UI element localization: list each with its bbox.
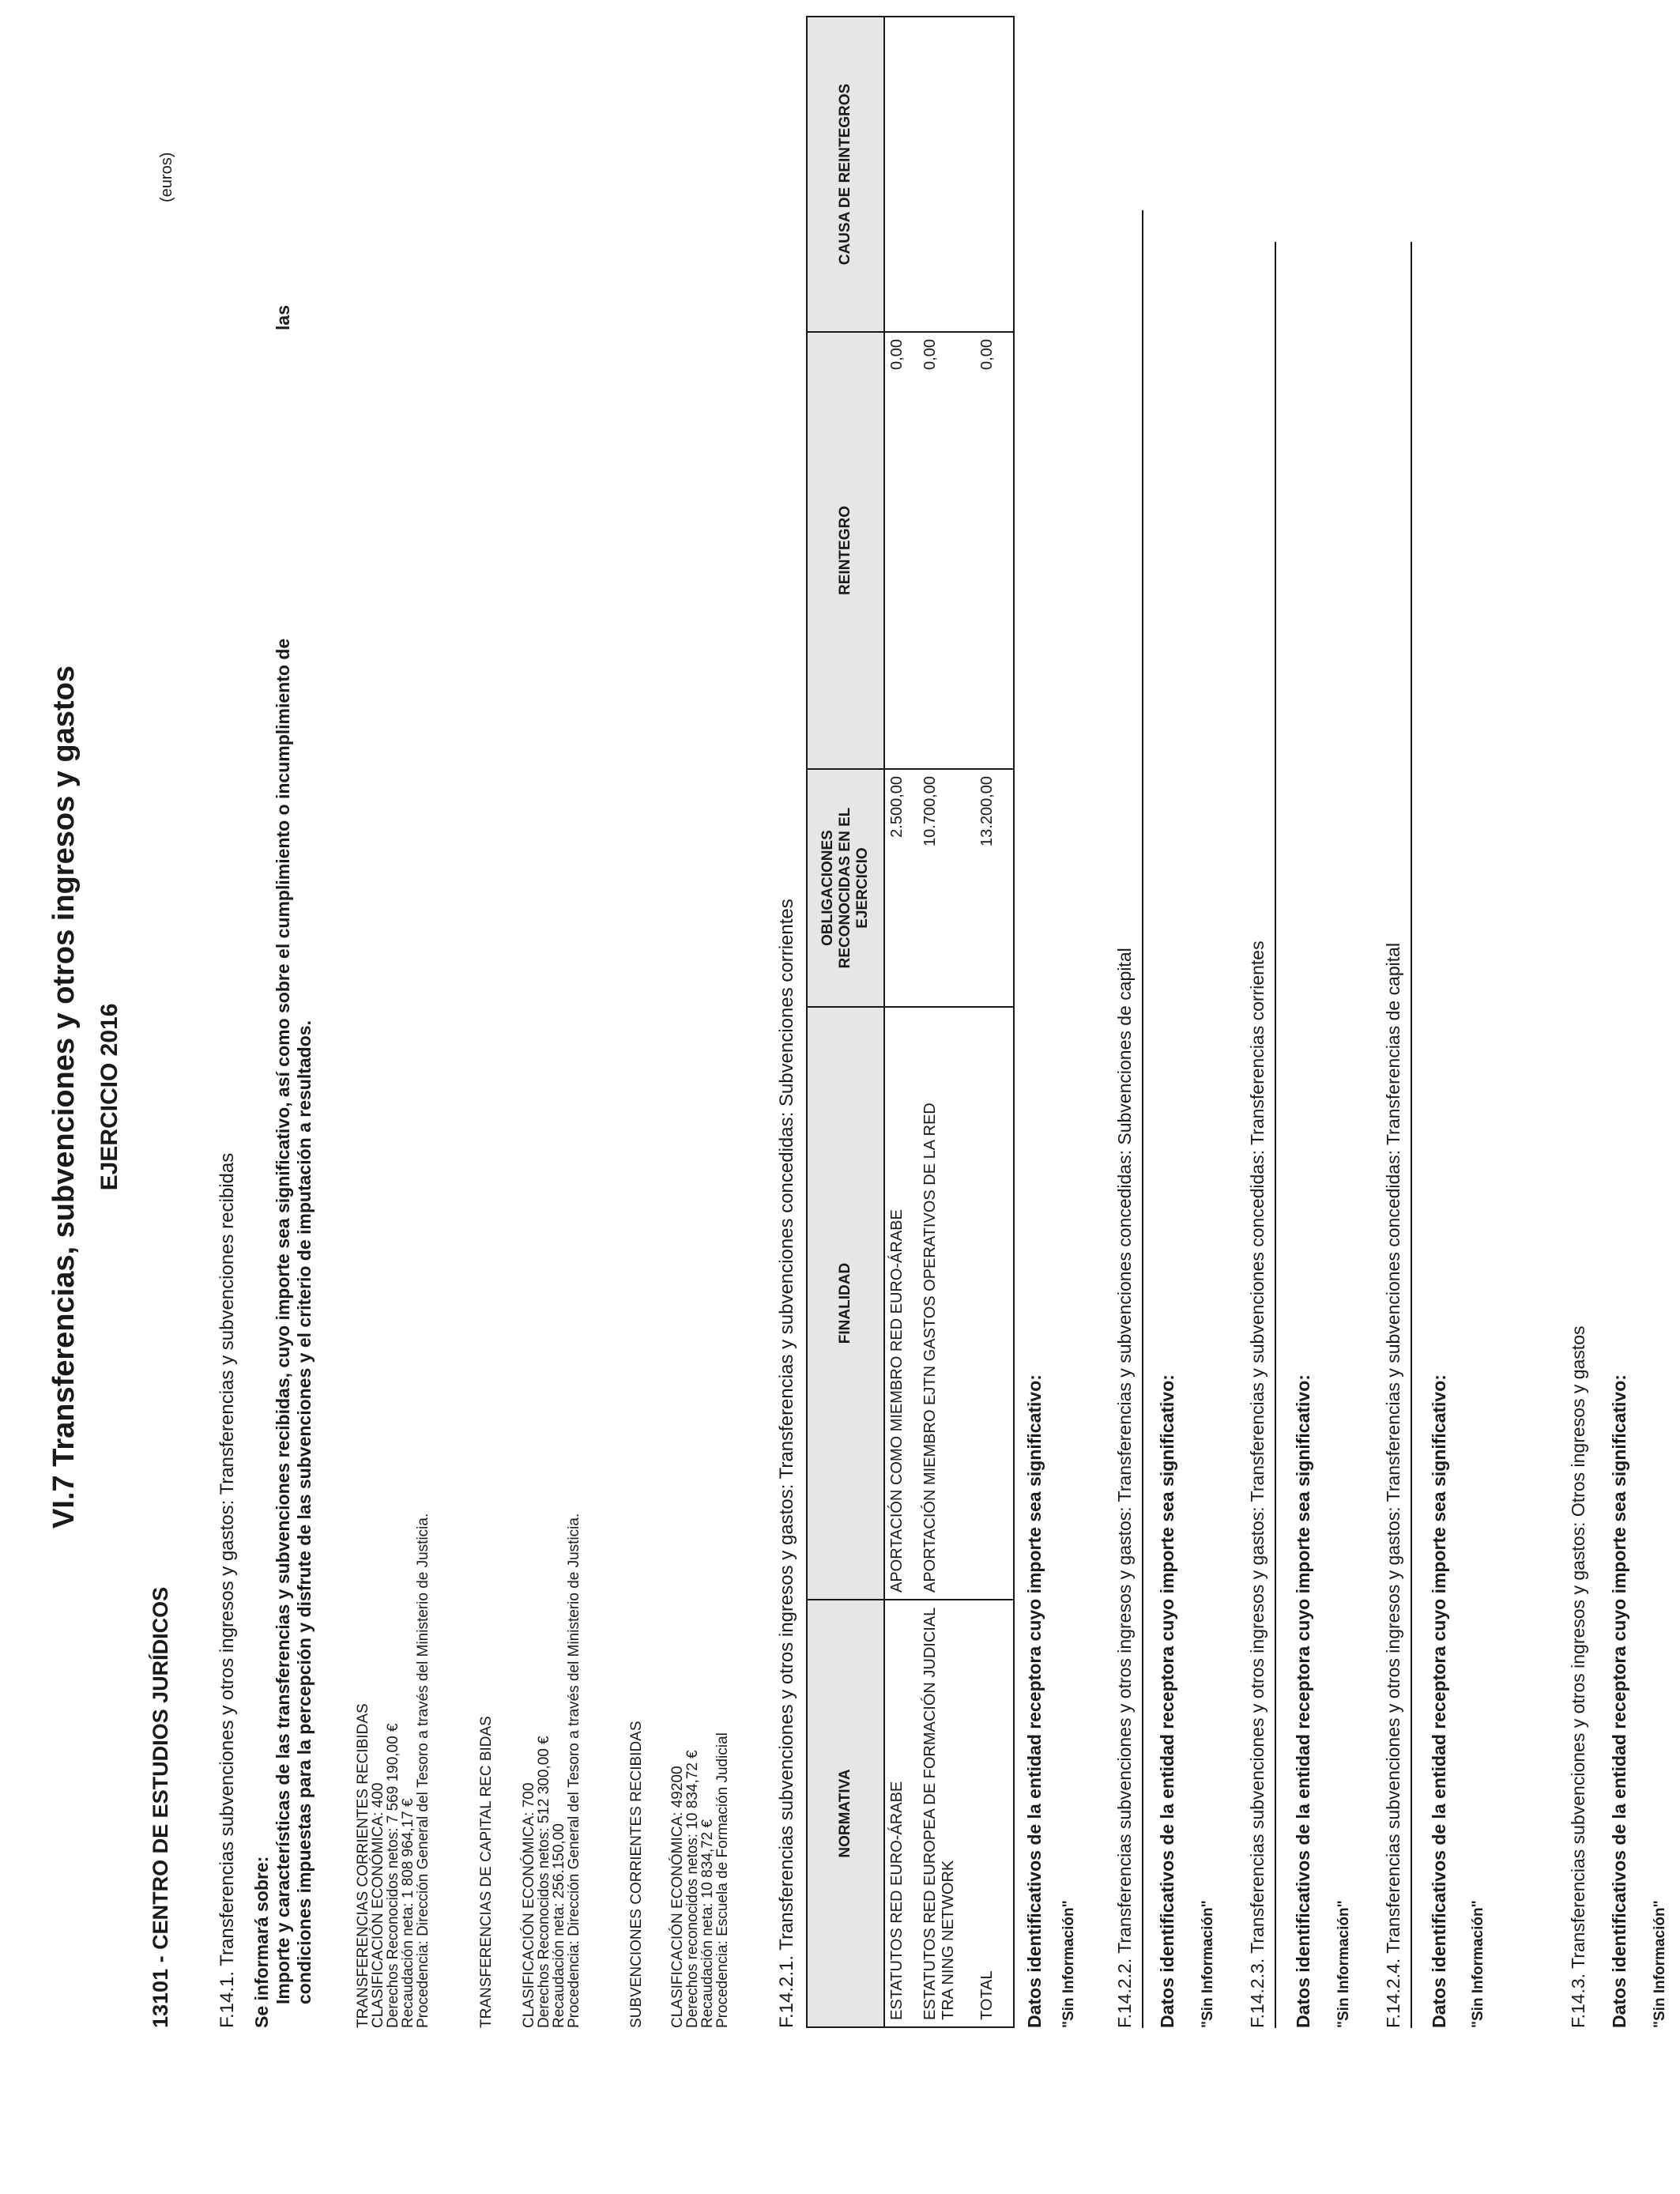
subsidies-table — [806, 16, 1015, 2028]
inform-line-1-end: las — [273, 305, 293, 330]
col-header-finalidad: FINALIDAD — [807, 1007, 884, 1600]
cell-reintegro: 0,00 — [884, 332, 918, 769]
table-row — [884, 17, 918, 2027]
recipient-label: Datos identificativos de la entidad receptora cuyo importe sea significativo: — [1429, 1374, 1449, 2028]
cell-obligaciones: 2.500,00 — [884, 769, 918, 1007]
block-title: TRANSFERENCIAS DE CAPITAL REC BIDAS — [478, 1716, 495, 2028]
block-line: Derechos reconocidos netos: 10 834,72 € — [684, 1750, 701, 2028]
block-title: SUBVENCIONES CORRIENTES RECIBIDAS — [628, 1721, 645, 2028]
recipient-label: Datos identificativos de la entidad receptora cuyo importe sea significativo: — [1157, 1374, 1177, 2028]
section-divider — [1142, 210, 1143, 2028]
page-title: VI.7 Transferencias, subvenciones y otros ingresos y gastos — [47, 665, 81, 1529]
col-header-reintegro: REINTEGRO — [807, 332, 884, 769]
inform-label: Se informará sobre: — [251, 1856, 272, 2028]
inform-block — [251, 305, 315, 2028]
block-line: CLASIFICACIÓN ECONÓMICA: 700 — [521, 1782, 537, 2028]
block-title: TRANSFERENCIAS CORRIENTES RECIBIDAS — [355, 1703, 371, 2028]
block-line: Procedencia: Dirección General del Tesoro a través del Ministerio de Justicia. — [415, 1513, 431, 2028]
cell-finalidad — [975, 1007, 1014, 1600]
block-line: Derechos Reconocidos netos: 512 300,00 € — [536, 1736, 552, 2028]
f1424-heading: F.14.2.4. Transferencias subvenciones y otros ingresos y gastos: Transferencias y subvenciones concedidas: Transferencias de capital — [1383, 942, 1403, 2028]
recipient-value: "Sin Información" — [1200, 1900, 1216, 2028]
f141-heading: F.14.1. Transferencias subvenciones y otros ingresos y gastos: Transferencias y subvenciones recibidas — [217, 1152, 238, 2028]
inform-line-1: Importe y características de las transferencias y subvenciones recibidas, cuyo importe sea significativo, así como sobre el cumplimiento o incumplimiento de — [273, 638, 293, 2004]
f1421-heading: F.14.2.1. Transferencias subvenciones y otros ingresos y gastos: Transferencias y subvenciones concedidas: Subvenciones corrientes — [776, 899, 797, 2028]
cell-causa — [884, 17, 918, 332]
recipient-value: "Sin Información" — [1335, 1900, 1352, 2028]
cell-total-obligaciones: 13.200,00 — [975, 769, 1014, 1007]
block-line: Procedencia: Dirección General del Tesoro a través del Ministerio de Justicia. — [566, 1513, 582, 2028]
cell-finalidad: APORTACIÓN MIEMBRO EJTN GASTOS OPERATIVOS DE LA RED — [918, 1007, 975, 1600]
cell-total-label: TOTAL — [975, 1600, 1014, 2027]
f1423-heading: F.14.2.3. Transferencias subvenciones y otros ingresos y gastos: Transferencias y subvenciones concedidas: Transferencias corrientes — [1247, 941, 1268, 2028]
unit-label: (euros) — [158, 152, 175, 202]
cell-reintegro: 0,00 — [918, 332, 975, 769]
col-header-obligaciones: OBLIGACIONES RECONOCIDAS EN EL EJERCICIO — [807, 769, 884, 1007]
recipient-label: Datos identificativos de la entidad receptora cuyo importe sea significativo: — [1024, 1374, 1045, 2028]
block-line: CLASIFICACIÓN ECONÓMICA: 49200 — [669, 1766, 686, 2028]
recipient-value: "Sin Información" — [1652, 1900, 1668, 2028]
table-header-row — [807, 17, 884, 2027]
f143-heading: F.14.3. Transferencias subvenciones y otros ingresos y gastos: Otros ingresos y gastos — [1568, 1325, 1588, 2028]
block-line: CLASIFICACIÓN ECONÓMICA: 400 — [370, 1782, 386, 2028]
f1422-heading: F.14.2.2. Transferencias subvenciones y otros ingresos y gastos: Transferencias y subvenciones concedidas: Subvenciones de capital — [1114, 948, 1135, 2028]
exercise-year: EJERCICIO 2016 — [96, 1003, 122, 1191]
col-header-causa: CAUSA DE REINTEGROS — [807, 17, 884, 332]
table-total-row — [975, 17, 1014, 2027]
cell-causa — [975, 17, 1014, 332]
recipient-label: Datos identificativos de la entidad receptora cuyo importe sea significativo: — [1293, 1374, 1313, 2028]
inform-line-2: condiciones impuestas para la percepción y disfrute de las subvenciones y el criterio de imputación a resultados. — [294, 1020, 315, 2004]
cell-finalidad: APORTACIÓN COMO MIEMBRO RED EURO-ÁRABE — [884, 1007, 918, 1600]
block-line: Recaudación neta: 256.150,00 — [551, 1823, 567, 2028]
block-line: Derechos Reconocidos netos: 7 569 190,00 € — [385, 1723, 401, 2028]
block-line: Recaudación neta: 1 808 964,17 € — [400, 1798, 416, 2028]
section-divider — [1275, 242, 1276, 2028]
recipient-label: Datos identificativos de la entidad receptora cuyo importe sea significativo: — [1609, 1374, 1629, 2028]
recipient-value: "Sin Información" — [1060, 1900, 1077, 2028]
col-header-normativa: NORMATIVA — [807, 1600, 884, 2027]
section-divider — [1411, 242, 1412, 2028]
block-line: Procedencia: Escuela de Formación Judicial — [714, 1732, 731, 2028]
recipient-value: "Sin Información" — [1470, 1900, 1486, 2028]
cell-causa — [918, 17, 975, 332]
center-title: 13101 - CENTRO DE ESTUDIOS JURÍDICOS — [149, 1586, 172, 2028]
cell-normativa: ESTATUTOS RED EUROPEA DE FORMACIÓN JUDICIAL TRA NING NETWORK — [918, 1600, 975, 2027]
table-row — [918, 17, 975, 2027]
cell-normativa: ESTATUTOS RED EURO-ÁRABE — [884, 1600, 918, 2027]
cell-total-reintegro: 0,00 — [975, 332, 1014, 769]
block-line: Recaudación neta: 10 834,72 € — [699, 1819, 716, 2028]
cell-obligaciones: 10.700,00 — [918, 769, 975, 1007]
